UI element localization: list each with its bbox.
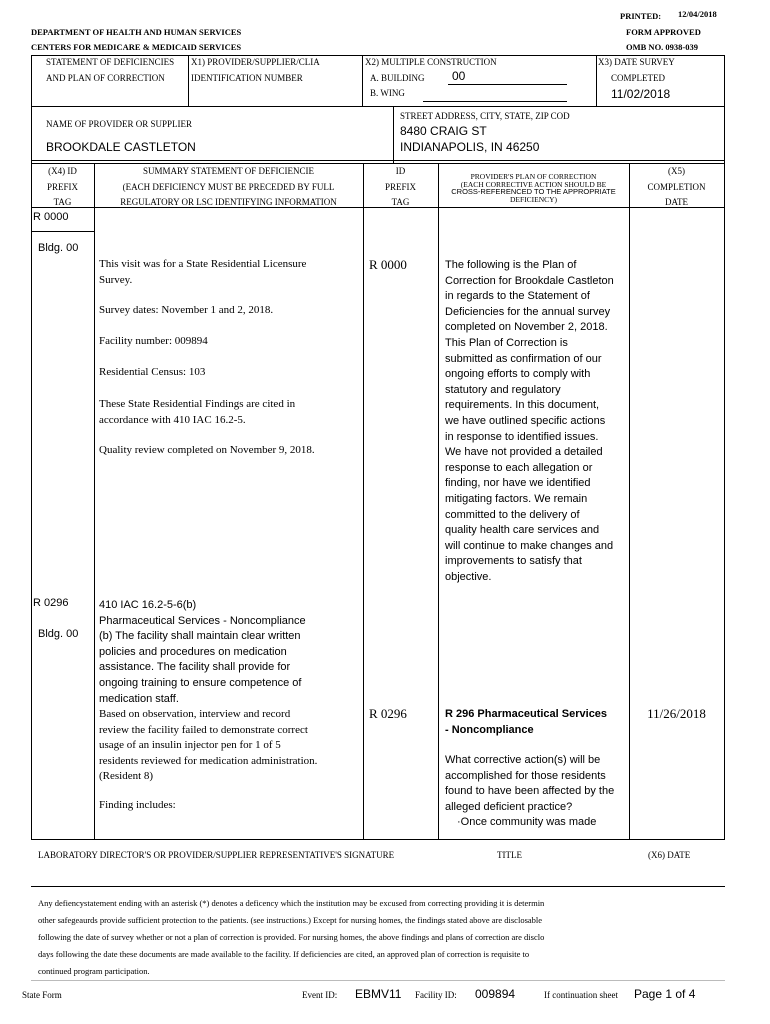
regulation-line: ongoing training to ensure competence of bbox=[99, 676, 302, 689]
intro-line: This visit was for a State Residential Licensure bbox=[99, 258, 307, 270]
plan-intro-line: committed to the delivery of bbox=[445, 508, 580, 521]
plan-header-2: (EACH CORRECTIVE ACTION SHOULD BE bbox=[460, 180, 607, 189]
border-main-bottom bbox=[31, 839, 725, 840]
border-x2-left bbox=[362, 55, 363, 106]
building-tag-2: Bldg. 00 bbox=[38, 628, 79, 640]
disclaimer bbox=[38, 895, 544, 980]
id-tag-r0296: R 0296 bbox=[369, 706, 407, 721]
plan-intro-text bbox=[445, 258, 627, 585]
border-x1-left bbox=[188, 55, 189, 106]
tag-r0296: R 0296 bbox=[33, 597, 69, 609]
plan2-question bbox=[445, 753, 627, 831]
provider-label: NAME OF PROVIDER OR SUPPLIER bbox=[46, 119, 193, 129]
building-underline bbox=[448, 84, 567, 85]
building-label: A. BUILDING bbox=[370, 73, 425, 83]
x1-label-1: X1) PROVIDER/SUPPLIER/CLIA bbox=[191, 57, 320, 67]
findings-line: These State Residential Findings are cited in bbox=[99, 398, 296, 410]
quality-review: Quality review completed on November 9, 2018. bbox=[99, 444, 315, 456]
plan-intro-line: Deficiencies for the annual survey bbox=[445, 305, 611, 318]
plan-intro-line: statutory and regulatory bbox=[445, 383, 561, 396]
event-id-label: Event ID: bbox=[302, 990, 338, 1000]
centers-heading: CENTERS FOR MEDICARE & MEDICAID SERVICES bbox=[31, 42, 242, 52]
continuation-label: If continuation sheet bbox=[544, 990, 618, 1000]
plan-intro-line: objective. bbox=[445, 570, 492, 583]
form-approved: FORM APPROVED bbox=[626, 27, 701, 37]
summary-header-1: SUMMARY STATEMENT OF DEFICIENCIE bbox=[142, 166, 315, 176]
x5-header-2: COMPLETION bbox=[647, 182, 706, 192]
id-header-2: PREFIX bbox=[384, 182, 416, 192]
plan2-question-line: found to have been affected by the bbox=[445, 785, 615, 798]
border-col4 bbox=[629, 163, 630, 840]
plan-intro-line: we have outlined specific actions bbox=[445, 414, 606, 427]
id-header-1: ID bbox=[395, 166, 406, 176]
department-heading: DEPARTMENT OF HEALTH AND HUMAN SERVICES bbox=[31, 27, 242, 37]
regulation-line: medication staff. bbox=[99, 692, 179, 705]
regulation-line: (b) The facility shall maintain clear written bbox=[99, 630, 301, 643]
findings-text bbox=[99, 397, 361, 428]
top-border bbox=[31, 55, 725, 56]
intro-line: Survey. bbox=[99, 273, 133, 286]
border-col1 bbox=[94, 163, 95, 840]
statement-label-2: AND PLAN OF CORRECTION bbox=[46, 73, 165, 83]
survey-dates: Survey dates: November 1 and 2, 2018. bbox=[99, 304, 274, 316]
summary-header-3: REGULATORY OR LSC IDENTIFYING INFORMATION bbox=[120, 197, 337, 207]
plan-intro-line: quality health care services and bbox=[445, 524, 600, 537]
x1-label-2: IDENTIFICATION NUMBER bbox=[191, 73, 303, 83]
border-col3 bbox=[438, 163, 439, 840]
border-row2-top bbox=[31, 106, 725, 107]
plan-intro-line: improvements to satisfy that bbox=[445, 555, 582, 568]
plan-intro-line: finding, nor have we identified bbox=[445, 477, 591, 490]
x4-header-1: (X4) ID bbox=[48, 166, 77, 176]
summary-header-2: (EACH DEFICIENCY MUST BE PRECEDED BY FULL bbox=[122, 182, 335, 192]
plan2-title-line: R 296 Pharmaceutical Services bbox=[445, 708, 608, 720]
border-left-main bbox=[31, 163, 32, 840]
signature-label: LABORATORY DIRECTOR'S OR PROVIDER/SUPPLIER REPRESENTATIVE'S SIGNATURE bbox=[38, 850, 395, 860]
plan2-question-line: alleged deficient practice? bbox=[445, 800, 573, 813]
plan-intro-line: We have not provided a detailed bbox=[445, 446, 603, 459]
printed-label: PRINTED: bbox=[620, 11, 662, 21]
omb-number: OMB NO. 0938-039 bbox=[626, 42, 699, 52]
regulation-line: Pharmaceutical Services - Noncompliance bbox=[99, 614, 306, 627]
x3-label-1: X3) DATE SURVEY bbox=[598, 57, 675, 67]
regulation-line: 410 IAC 16.2-5-6(b) bbox=[99, 599, 197, 611]
regulation-text bbox=[99, 598, 361, 707]
x3-label-2: COMPLETED bbox=[611, 73, 665, 83]
x4-header-2: PREFIX bbox=[46, 182, 78, 192]
address-line-1: 8480 CRAIG ST bbox=[400, 124, 487, 138]
border-right-provider bbox=[724, 106, 725, 164]
footer-rule bbox=[31, 980, 725, 981]
survey-completed-date: 11/02/2018 bbox=[611, 87, 671, 101]
border-colhead-bottom bbox=[31, 207, 725, 208]
plan-intro-line: This Plan of Correction is bbox=[445, 336, 568, 349]
plan2-title-line: - Noncompliance bbox=[445, 723, 534, 736]
plan-intro-line: in response to identified issues. bbox=[445, 430, 599, 443]
observation-text bbox=[99, 707, 361, 785]
state-form-label: State Form bbox=[22, 990, 62, 1000]
plan-intro-line: Correction for Brookdale Castleton bbox=[445, 274, 614, 287]
plan-intro-line: requirements. In this document, bbox=[445, 399, 600, 412]
statement-label-1: STATEMENT OF DEFICIENCIES bbox=[46, 57, 175, 67]
address-label: STREET ADDRESS, CITY, STATE, ZIP COD bbox=[400, 111, 570, 121]
provider-name: BROOKDALE CASTLETON bbox=[46, 140, 196, 154]
finding-includes: Finding includes: bbox=[99, 799, 176, 811]
border-col2 bbox=[363, 163, 364, 840]
disclaimer-line: days following the date these documents are made available to the facility. If deficiencies are cited, an approved plan of correction is requisite to bbox=[38, 949, 530, 959]
facility-number: Facility number: 009894 bbox=[99, 335, 208, 347]
plan2-question-line: What corrective action(s) will be bbox=[445, 754, 601, 766]
observation-line: review the facility failed to demonstrate correct bbox=[99, 723, 308, 736]
observation-line: usage of an insulin injector pen for 1 of 5 bbox=[99, 739, 281, 752]
facility-id-value: 009894 bbox=[475, 987, 516, 1001]
building-tag-1: Bldg. 00 bbox=[38, 242, 79, 254]
x5-header-3: DATE bbox=[665, 197, 688, 207]
plan-intro-line: will continue to make changes and bbox=[445, 539, 614, 552]
address-line-2: INDIANAPOLIS, IN 46250 bbox=[400, 140, 540, 154]
x6-date-label: (X6) DATE bbox=[648, 850, 691, 860]
findings-line: accordance with 410 IAC 16.2-5. bbox=[99, 413, 246, 426]
plan-header-1: PROVIDER'S PLAN OF CORRECTION bbox=[470, 172, 597, 181]
completion-date-2: 11/26/2018 bbox=[647, 706, 706, 721]
intro-text bbox=[99, 257, 361, 288]
observation-line: (Resident 8) bbox=[99, 770, 154, 783]
disclaimer-line: following the date of survey whether or not a plan of correction is provided. For nursing homes, the above findings and plans of correction are disclo bbox=[38, 932, 545, 942]
plan-intro-line: ongoing efforts to comply with bbox=[445, 368, 591, 381]
border-right-top bbox=[724, 55, 725, 106]
signature-bottom-line bbox=[31, 886, 725, 887]
border-x3-left bbox=[596, 55, 597, 106]
plan-intro-line: The following is the Plan of bbox=[445, 259, 577, 271]
observation-line: residents reviewed for medication administration. bbox=[99, 754, 318, 767]
disclaimer-line: Any defiencystatement ending with an asterisk (*) denotes a deficency which the institution may be excused from correcting providing it is determin bbox=[38, 898, 545, 908]
plan-intro-line: response to each allegation or bbox=[445, 461, 593, 474]
printed-date: 12/04/2018 bbox=[678, 9, 717, 19]
plan-intro-line: completed on November 2, 2018. bbox=[445, 321, 608, 334]
plan-intro-line: in regards to the Statement of bbox=[445, 290, 590, 303]
plan-header-3: CROSS-REFERENCED TO THE APPROPRIATE bbox=[451, 187, 616, 196]
wing-underline bbox=[423, 101, 567, 102]
event-id-value: EBMV11 bbox=[355, 987, 402, 1001]
facility-id-label: Facility ID: bbox=[415, 990, 457, 1000]
id-tag-r0000: R 0000 bbox=[369, 257, 407, 272]
observation-line: Based on observation, interview and record bbox=[99, 708, 291, 720]
x2-label: X2) MULTIPLE CONSTRUCTION bbox=[365, 57, 497, 67]
border-left-top bbox=[31, 55, 32, 106]
border-address-left bbox=[393, 106, 394, 164]
plan2-title bbox=[445, 707, 627, 738]
disclaimer-line: continued program participation. bbox=[38, 966, 150, 976]
plan-intro-line: mitigating factors. We remain bbox=[445, 492, 588, 505]
regulation-line: policies and procedures on medication bbox=[99, 645, 287, 658]
border-right-main bbox=[724, 163, 725, 840]
x4-header-3: TAG bbox=[53, 197, 72, 207]
plan2-question-line: ·Once community was made bbox=[457, 816, 597, 829]
tag-r0000-underline bbox=[31, 231, 94, 232]
id-header-3: TAG bbox=[391, 197, 410, 207]
page-number: Page 1 of 4 bbox=[634, 987, 696, 1001]
border-left-provider bbox=[31, 106, 32, 164]
x5-header-1: (X5) bbox=[668, 166, 685, 176]
regulation-line: assistance. The facility shall provide for bbox=[99, 661, 291, 674]
title-label: TITLE bbox=[497, 850, 522, 860]
border-provider-bottom bbox=[31, 160, 725, 161]
border-provider-bottom-2 bbox=[31, 163, 725, 164]
plan-intro-line: submitted as confirmation of our bbox=[445, 352, 602, 365]
residential-census: Residential Census: 103 bbox=[99, 366, 206, 378]
wing-label: B. WING bbox=[370, 88, 405, 98]
disclaimer-line: other safegeaurds provide sufficient protection to the patients. (see instructions.) Except for nursing homes, the findings stated above are disclosable bbox=[38, 915, 543, 925]
building-value: 00 bbox=[452, 69, 466, 83]
plan-header-4: DEFICIENCY) bbox=[509, 195, 558, 204]
plan2-question-line: accomplished for those residents bbox=[445, 769, 606, 782]
tag-r0000: R 0000 bbox=[33, 211, 69, 223]
